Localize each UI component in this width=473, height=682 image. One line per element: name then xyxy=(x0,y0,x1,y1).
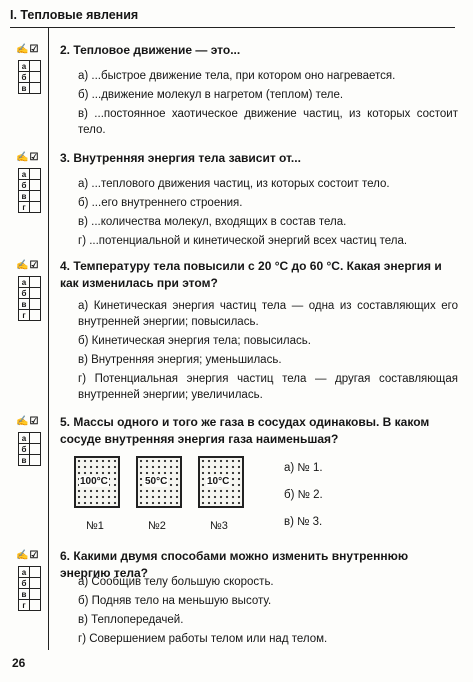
answer-boxes xyxy=(18,566,41,610)
option-a[interactable]: а) № 1. xyxy=(284,462,323,474)
answer-box-label: б xyxy=(18,287,30,299)
answer-box-label: в xyxy=(18,588,30,600)
options xyxy=(78,574,458,650)
answer-box-row xyxy=(18,309,41,320)
answer-box-label: б xyxy=(18,443,30,455)
option-c[interactable]: в) Теплопередачей. xyxy=(78,614,184,626)
option-b[interactable]: б) Кинетическая энергия тела; повысилась. xyxy=(78,335,311,347)
answer-box-label: а xyxy=(18,432,30,444)
option-c[interactable]: в) ...постоянное хаотическое движение частиц, из которых состоит тело. xyxy=(78,108,458,136)
answer-box-label: г xyxy=(18,599,30,611)
answer-boxes xyxy=(18,168,41,212)
pen-checkbox-icon: ✍☑ xyxy=(16,152,40,163)
answer-box-label: б xyxy=(18,577,30,589)
option-b[interactable]: б) ...его внутреннего строения. xyxy=(78,197,243,209)
answer-box[interactable] xyxy=(30,309,41,321)
answer-box-label: а xyxy=(18,168,30,180)
options xyxy=(78,68,458,141)
answer-box-row xyxy=(18,588,41,599)
pen-checkbox-icon: ✍☑ xyxy=(16,416,40,427)
answer-box-label: в xyxy=(18,190,30,202)
answer-box-row xyxy=(18,454,41,465)
options xyxy=(78,176,458,252)
option-c[interactable]: в) Внутренняя энергия; уменьшилась. xyxy=(78,354,282,366)
options xyxy=(284,456,404,537)
answer-box-label: а xyxy=(18,60,30,72)
option-d[interactable]: г) Совершением работы телом или над телом. xyxy=(78,633,328,645)
answer-box-row xyxy=(18,179,41,190)
answer-box-row xyxy=(18,432,41,443)
answer-box-row xyxy=(18,82,41,93)
answer-box-label: в xyxy=(18,82,30,94)
option-a[interactable]: а) ...теплового движения частиц, из которых состоит тело. xyxy=(78,178,390,190)
answer-box-row xyxy=(18,190,41,201)
page-header: I. Тепловые явления xyxy=(10,8,139,22)
answer-box-row xyxy=(18,201,41,212)
vessel-temp: 50°С xyxy=(145,476,168,487)
option-a[interactable]: а) ...быстрое движение тела, при котором оно нагревается. xyxy=(78,70,396,82)
vessel-number: №1 xyxy=(86,520,104,532)
options xyxy=(78,298,458,406)
answer-boxes xyxy=(18,432,41,465)
vessel-2 xyxy=(136,456,182,508)
answer-box-label: а xyxy=(18,566,30,578)
answer-boxes xyxy=(18,276,41,320)
answer-box-label: в xyxy=(18,298,30,310)
option-b[interactable]: б) Подняв тело на меньшую высоту. xyxy=(78,595,272,607)
question-title: 4. Температуру тела повысили с 20 °С до 60 °С. Какая энергия и как изменилась при этом? xyxy=(60,259,442,290)
answer-box-row xyxy=(18,168,41,179)
pen-checkbox-icon: ✍☑ xyxy=(16,550,40,561)
vessels xyxy=(74,456,264,546)
pen-checkbox-icon: ✍☑ xyxy=(16,260,40,271)
answer-box-label: г xyxy=(18,201,30,213)
option-a[interactable]: а) Кинетическая энергия частиц тела — одна из составляющих его внутренней энергии; повысилась. xyxy=(78,300,458,328)
answer-box-row xyxy=(18,443,41,454)
answer-box[interactable] xyxy=(30,82,41,94)
vessel-temp: 100°С xyxy=(80,476,108,487)
vessel-1 xyxy=(74,456,120,508)
answer-box-row xyxy=(18,60,41,71)
answer-box-label: б xyxy=(18,179,30,191)
question-title: 2. Тепловое движение — это... xyxy=(60,43,241,57)
answer-box[interactable] xyxy=(30,454,41,466)
option-c[interactable]: в) ...количества молекул, входящих в состав тела. xyxy=(78,216,347,228)
header-rule xyxy=(10,27,455,28)
answer-box-row xyxy=(18,577,41,588)
answer-boxes xyxy=(18,60,41,93)
answer-box-row xyxy=(18,599,41,610)
vessel-temp: 10°С xyxy=(207,476,230,487)
answer-box-row xyxy=(18,276,41,287)
page-number: 26 xyxy=(12,656,26,670)
pen-checkbox-icon: ✍☑ xyxy=(16,44,40,55)
answer-box-label: в xyxy=(18,454,30,466)
option-b[interactable]: б) № 2. xyxy=(284,489,323,501)
answer-box-row xyxy=(18,71,41,82)
answer-box-row xyxy=(18,298,41,309)
answer-box-label: г xyxy=(18,309,30,321)
question-title: 3. Внутренняя энергия тела зависит от... xyxy=(60,151,301,165)
option-c[interactable]: в) № 3. xyxy=(284,516,323,528)
margin-rule xyxy=(48,28,49,650)
option-d[interactable]: г) Потенциальная энергия частиц тела — другая составляющая внутренней энергии; увеличилась. xyxy=(78,373,458,401)
answer-box[interactable] xyxy=(30,201,41,213)
option-b[interactable]: б) ...движение молекул в нагретом (теплом) теле. xyxy=(78,89,344,101)
question-title: 5. Массы одного и того же газа в сосудах одинаковы. В каком сосуде внутренняя энергия газа наименьшая? xyxy=(60,415,430,446)
answer-box-row xyxy=(18,287,41,298)
vessel-number: №3 xyxy=(210,520,228,532)
option-a[interactable]: а) Сообщив телу большую скорость. xyxy=(78,576,274,588)
answer-box-row xyxy=(18,566,41,577)
question-title: 6. Какими двумя способами можно изменить внутреннюю энергию тела? xyxy=(60,549,409,580)
answer-box-label: а xyxy=(18,276,30,288)
vessel-number: №2 xyxy=(148,520,166,532)
vessel-3 xyxy=(198,456,244,508)
answer-box-label: б xyxy=(18,71,30,83)
answer-box[interactable] xyxy=(30,599,41,611)
option-d[interactable]: г) ...потенциальной и кинетической энергий всех частиц тела. xyxy=(78,235,408,247)
